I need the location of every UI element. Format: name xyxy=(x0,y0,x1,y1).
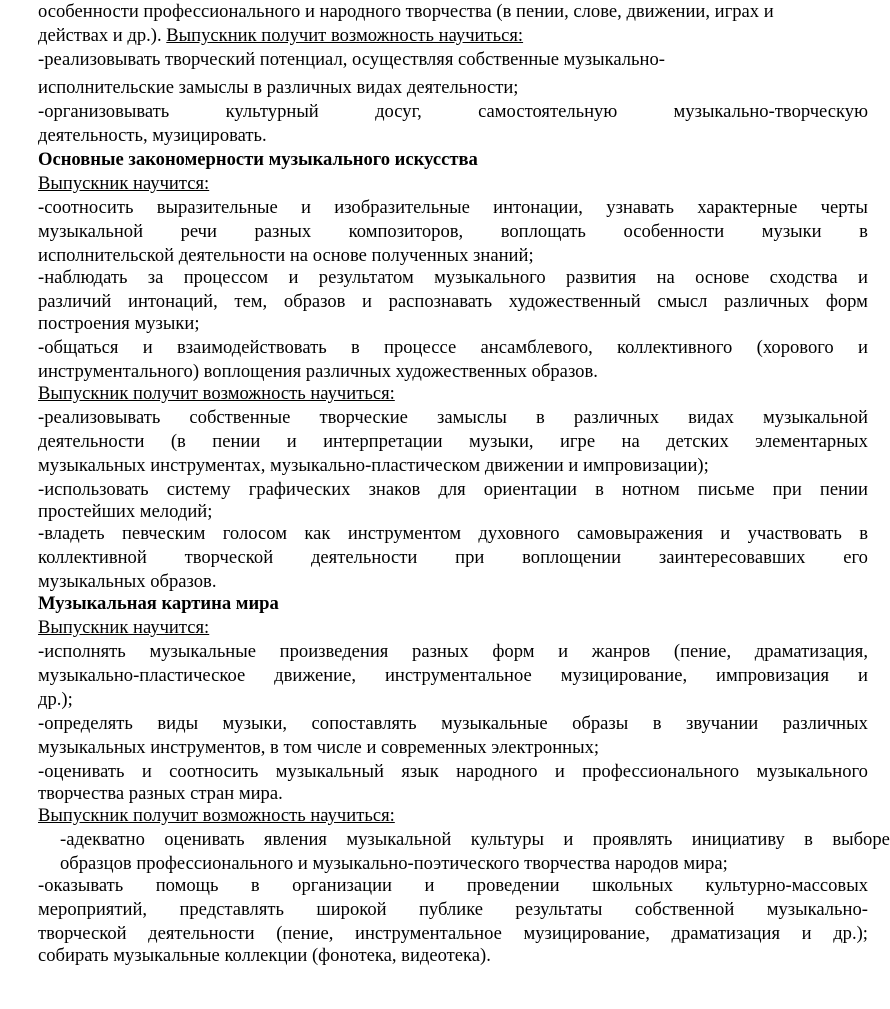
word: коллективной xyxy=(38,547,147,568)
word: и xyxy=(563,829,574,850)
text-segment: др.); xyxy=(38,689,73,710)
word: жанров xyxy=(591,641,651,662)
text-line xyxy=(38,922,868,946)
word: смысл xyxy=(657,291,708,312)
word: композиторов, xyxy=(348,221,464,242)
word: музыкальные xyxy=(441,713,548,734)
text-segment: музыкальных инструментах, музыкально-пластическом движении и импровизации); xyxy=(38,455,709,476)
word: пении xyxy=(819,479,868,500)
word: в xyxy=(652,713,662,734)
word: -оказывать xyxy=(38,875,124,896)
text-segment: исполнительской деятельности на основе полученных знаний; xyxy=(38,245,534,266)
word: драматизация, xyxy=(754,641,868,662)
word: культурный xyxy=(225,101,319,122)
word: инструментальное xyxy=(384,665,532,686)
text-line xyxy=(38,522,868,546)
word: пении xyxy=(212,431,261,452)
heading-line xyxy=(38,592,868,616)
word: звучании xyxy=(685,713,759,734)
word: деятельности xyxy=(148,923,255,944)
word: мероприятий, xyxy=(38,899,148,920)
word: культурно-массовых xyxy=(705,875,868,896)
word: виды xyxy=(157,713,199,734)
word: основе xyxy=(695,267,750,288)
word: выборе xyxy=(832,829,890,850)
word: детских xyxy=(666,431,729,452)
text-segment: особенности профессионального и народного творчества (в пении, слове, движении, играх и xyxy=(38,1,774,22)
word: инициативу xyxy=(691,829,785,850)
word: заинтересовавших xyxy=(658,547,806,568)
text-line xyxy=(38,336,868,360)
word: в xyxy=(250,875,260,896)
word: и xyxy=(301,197,311,218)
word: музыкальный xyxy=(275,761,384,782)
text-line xyxy=(38,664,868,688)
word: собственной xyxy=(634,899,735,920)
word: помощь xyxy=(155,875,219,896)
word: результатом xyxy=(318,267,414,288)
word: процессом xyxy=(183,267,269,288)
text-segment: построения музыки; xyxy=(38,313,200,334)
word: видах xyxy=(688,407,734,428)
word: распознавать xyxy=(388,291,493,312)
word: и xyxy=(554,761,565,782)
text-segment: исполнительские замыслы в различных видах деятельности; xyxy=(38,77,519,98)
word: систему xyxy=(166,479,231,500)
word: замыслы xyxy=(437,407,507,428)
word: разных xyxy=(254,221,312,242)
heading-line xyxy=(38,148,868,172)
word: музыкально-пластическое xyxy=(38,665,246,686)
word: нотном xyxy=(621,479,680,500)
text-line xyxy=(60,828,890,852)
text-line xyxy=(38,24,868,48)
text-line xyxy=(60,852,890,876)
word: певческим xyxy=(121,523,206,544)
subsection-label: Выпускник получит возможность научиться: xyxy=(166,25,524,46)
word: игре xyxy=(559,431,596,452)
text-line xyxy=(38,48,868,72)
word: речи xyxy=(180,221,217,242)
word: музыки, xyxy=(469,431,534,452)
word: тем, xyxy=(234,291,268,312)
word: музыки, xyxy=(222,713,288,734)
word: голосом xyxy=(222,523,287,544)
word: на xyxy=(656,267,675,288)
text-line xyxy=(38,712,868,736)
text-line xyxy=(38,640,868,664)
word: инструментом xyxy=(347,523,461,544)
word: творческой xyxy=(38,923,127,944)
word: -оценивать xyxy=(38,761,125,782)
word: для xyxy=(438,479,466,500)
word: школьных xyxy=(592,875,674,896)
word: различий xyxy=(38,291,112,312)
word: (пение, xyxy=(673,641,732,662)
word: ансамблевого, xyxy=(480,337,593,358)
word: музыкальной xyxy=(762,407,868,428)
word: узнавать xyxy=(606,197,675,218)
word: собственные xyxy=(189,407,291,428)
word: -реализовывать xyxy=(38,407,161,428)
text-line xyxy=(38,244,868,268)
word: и xyxy=(141,761,152,782)
word: язык xyxy=(401,761,439,782)
word: духовного xyxy=(478,523,560,544)
word: -определять xyxy=(38,713,133,734)
word: воплощении xyxy=(522,547,622,568)
word: и xyxy=(424,875,435,896)
word: проведении xyxy=(466,875,560,896)
word: -общаться xyxy=(38,337,119,358)
word: музыкальной xyxy=(38,221,144,242)
text-line xyxy=(38,266,868,290)
word: музыкально- xyxy=(766,899,868,920)
word: изобразительные xyxy=(334,197,470,218)
label-line xyxy=(38,172,868,196)
word: и xyxy=(858,665,868,686)
word: -владеть xyxy=(38,523,105,544)
word: коллективного xyxy=(617,337,733,358)
text-line xyxy=(38,360,868,384)
word: процессе xyxy=(384,337,457,358)
word: культуры xyxy=(470,829,545,850)
subsection-label: Выпускник получит возможность научиться: xyxy=(38,805,395,826)
word: интерпретации xyxy=(323,431,443,452)
text-segment: музыкальных инструментов, в том числе и современных электронных; xyxy=(38,737,600,758)
word: на xyxy=(621,431,640,452)
text-line xyxy=(38,782,868,806)
label-line xyxy=(38,804,868,828)
text-segment: собирать музыкальные коллекции (фонотека, видеотека). xyxy=(38,945,491,966)
word: (пение, xyxy=(276,923,334,944)
word: различных xyxy=(723,291,810,312)
word: как xyxy=(304,523,331,544)
word: (хорового xyxy=(756,337,834,358)
word: оценивать xyxy=(164,829,245,850)
word: за xyxy=(147,267,164,288)
word: музыкального xyxy=(434,267,546,288)
text-segment: творчества разных стран мира. xyxy=(38,783,283,804)
word: графических xyxy=(248,479,351,500)
text-segment: инструментального) воплощения различных художественных образов. xyxy=(38,361,598,382)
word: и xyxy=(857,267,868,288)
word: музыкально-творческую xyxy=(673,101,868,122)
word: характерные xyxy=(697,197,798,218)
word: -наблюдать xyxy=(38,267,128,288)
text-line xyxy=(38,312,868,336)
word: -исполнять xyxy=(38,641,126,662)
text-segment: -реализовывать творческий потенциал, осуществляя собственные музыкально- xyxy=(38,49,665,70)
label-line xyxy=(38,616,868,640)
word: результаты xyxy=(515,899,603,920)
word: различных xyxy=(782,713,868,734)
word: при xyxy=(455,547,485,568)
word: -использовать xyxy=(38,479,149,500)
word: соотносить xyxy=(169,761,259,782)
word: разных xyxy=(412,641,469,662)
word: и xyxy=(362,291,372,312)
word: черты xyxy=(820,197,868,218)
word: сходства xyxy=(769,267,838,288)
text-line xyxy=(38,570,868,594)
word: деятельности xyxy=(310,547,418,568)
word: творческой xyxy=(184,547,274,568)
text-segment: действах и др.). xyxy=(38,25,167,46)
word: развития xyxy=(565,267,637,288)
text-line xyxy=(38,546,868,570)
subsection-label: Выпускник научится: xyxy=(38,173,210,194)
text-line xyxy=(38,406,868,430)
text-line xyxy=(38,220,868,244)
word: и xyxy=(720,523,731,544)
word: в xyxy=(804,829,813,850)
word: музыкального xyxy=(756,761,868,782)
word: музицирование, xyxy=(523,923,650,944)
subsection-label: Выпускник научится: xyxy=(38,617,210,638)
text-line xyxy=(38,688,868,712)
word: публике xyxy=(418,899,484,920)
word: выразительные xyxy=(156,197,278,218)
word: и xyxy=(801,923,812,944)
word: в xyxy=(595,479,604,500)
word: знаков xyxy=(368,479,421,500)
word: и xyxy=(286,431,297,452)
text-line xyxy=(38,874,868,898)
word: элементарных xyxy=(755,431,868,452)
word: самовыражения xyxy=(576,523,703,544)
word: импровизация xyxy=(716,665,830,686)
text-line xyxy=(38,430,868,454)
word: и xyxy=(142,337,153,358)
text-line xyxy=(38,454,868,478)
word: профессионального xyxy=(582,761,740,782)
word: воплощать xyxy=(500,221,586,242)
word: при xyxy=(772,479,802,500)
label-line xyxy=(38,382,868,406)
text-segment: образцов профессионального и музыкально-поэтического творчества народов мира; xyxy=(60,853,728,874)
word: досуг, xyxy=(375,101,422,122)
word: форм xyxy=(492,641,535,662)
word: -адекватно xyxy=(60,829,145,850)
word: образы xyxy=(572,713,629,734)
word: творческие xyxy=(319,407,408,428)
text-line xyxy=(38,944,868,968)
word: ориентации xyxy=(483,479,577,500)
word: музицирование, xyxy=(560,665,688,686)
subsection-label: Выпускник получит возможность научиться: xyxy=(38,383,395,404)
word: в xyxy=(859,523,868,544)
word: деятельности xyxy=(38,431,145,452)
word: явления xyxy=(263,829,327,850)
word: (в xyxy=(170,431,186,452)
word: и xyxy=(558,641,569,662)
word: образов xyxy=(283,291,346,312)
text-line xyxy=(38,100,868,124)
text-line xyxy=(38,478,868,502)
word: музыкальные xyxy=(149,641,256,662)
word: интонаций, xyxy=(128,291,218,312)
word: художественный xyxy=(508,291,641,312)
word: широкой xyxy=(316,899,387,920)
text-segment: простейших мелодий; xyxy=(38,501,213,522)
text-line xyxy=(38,760,868,784)
word: форм xyxy=(825,291,868,312)
word: музыкальной xyxy=(346,829,452,850)
word: музыки xyxy=(761,221,822,242)
word: -организовывать xyxy=(38,101,170,122)
word: и xyxy=(857,337,868,358)
word: сопоставлять xyxy=(311,713,417,734)
text-line xyxy=(38,736,868,760)
word: различных xyxy=(573,407,660,428)
word: интонации, xyxy=(493,197,583,218)
text-segment: музыкальных образов. xyxy=(38,571,217,592)
word: самостоятельную xyxy=(478,101,618,122)
word: -соотносить xyxy=(38,197,134,218)
word: произведения xyxy=(279,641,389,662)
text-line xyxy=(38,124,868,148)
word: движение, xyxy=(274,665,357,686)
text-line xyxy=(38,76,868,100)
text-line xyxy=(38,500,868,524)
word: его xyxy=(843,547,868,568)
text-line xyxy=(38,0,868,24)
text-line xyxy=(38,898,868,922)
word: организации xyxy=(292,875,392,896)
text-line xyxy=(38,196,868,220)
word: и xyxy=(288,267,299,288)
word: народного xyxy=(456,761,538,782)
word: в xyxy=(859,221,868,242)
word: особенности xyxy=(623,221,725,242)
section-heading: Музыкальная картина мира xyxy=(38,593,279,614)
word: участвовать xyxy=(747,523,842,544)
word: в xyxy=(350,337,360,358)
word: письме xyxy=(697,479,755,500)
text-line xyxy=(38,290,868,314)
word: драматизация xyxy=(671,923,781,944)
word: взаимодействовать xyxy=(176,337,327,358)
word: в xyxy=(535,407,545,428)
word: др.); xyxy=(833,923,868,944)
word: инструментальное xyxy=(355,923,502,944)
word: представлять xyxy=(179,899,284,920)
word: проявлять xyxy=(592,829,673,850)
text-segment: деятельность, музицировать. xyxy=(38,125,267,146)
section-heading: Основные закономерности музыкального искусства xyxy=(38,149,478,170)
